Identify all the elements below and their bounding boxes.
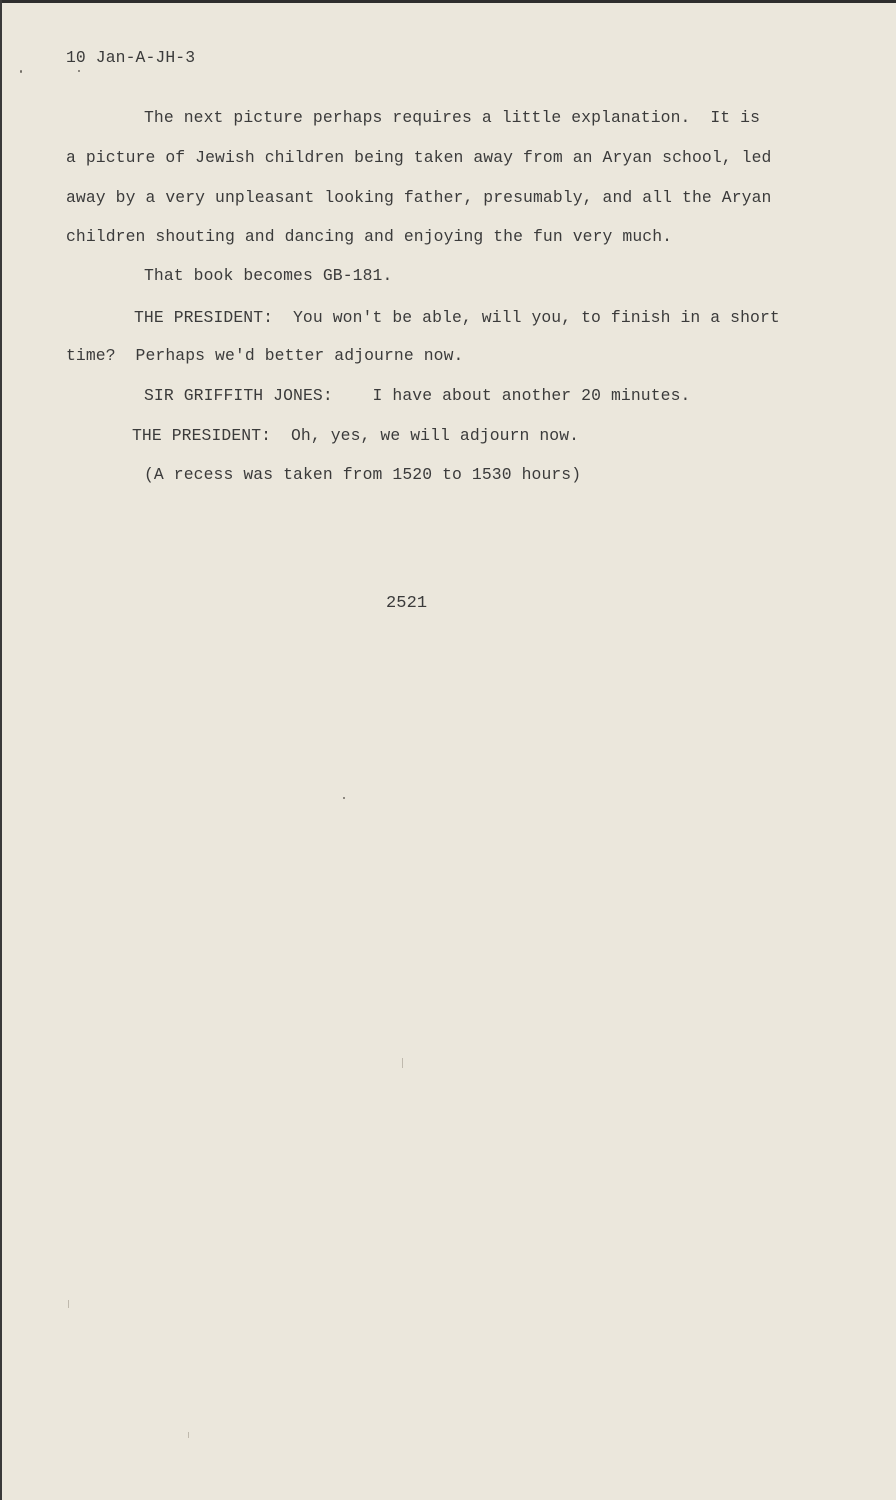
president-remark-line-2: time? Perhaps we'd better adjourne now. (66, 346, 464, 365)
paper-fiber (68, 1300, 69, 1308)
exhibit-line: That book becomes GB-181. (144, 266, 393, 285)
recess-note: (A recess was taken from 1520 to 1530 hours) (144, 465, 582, 484)
paper-fiber (402, 1058, 403, 1068)
president-adjourn-remark: THE PRESIDENT: Oh, yes, we will adjourn now. (132, 426, 580, 445)
paper-speck (20, 70, 22, 73)
paper-speck (78, 70, 80, 72)
header-reference: 10 Jan-A-JH-3 (66, 48, 196, 67)
paragraph-line-1: The next picture perhaps requires a little explanation. It is (144, 108, 761, 127)
paragraph-line-2: a picture of Jewish children being taken away from an Aryan school, led (66, 148, 772, 167)
paragraph-line-4: children shouting and dancing and enjoying the fun very much. (66, 227, 673, 246)
paragraph-line-3: away by a very unpleasant looking father, presumably, and all the Aryan (66, 188, 772, 207)
page-number: 2521 (386, 594, 428, 613)
paper-speck (343, 797, 345, 799)
griffith-jones-remark: SIR GRIFFITH JONES: I have about another 20 minutes. (144, 386, 691, 405)
president-remark-line-1: THE PRESIDENT: You won't be able, will you, to finish in a short (134, 308, 780, 327)
paper-fiber (188, 1432, 189, 1438)
